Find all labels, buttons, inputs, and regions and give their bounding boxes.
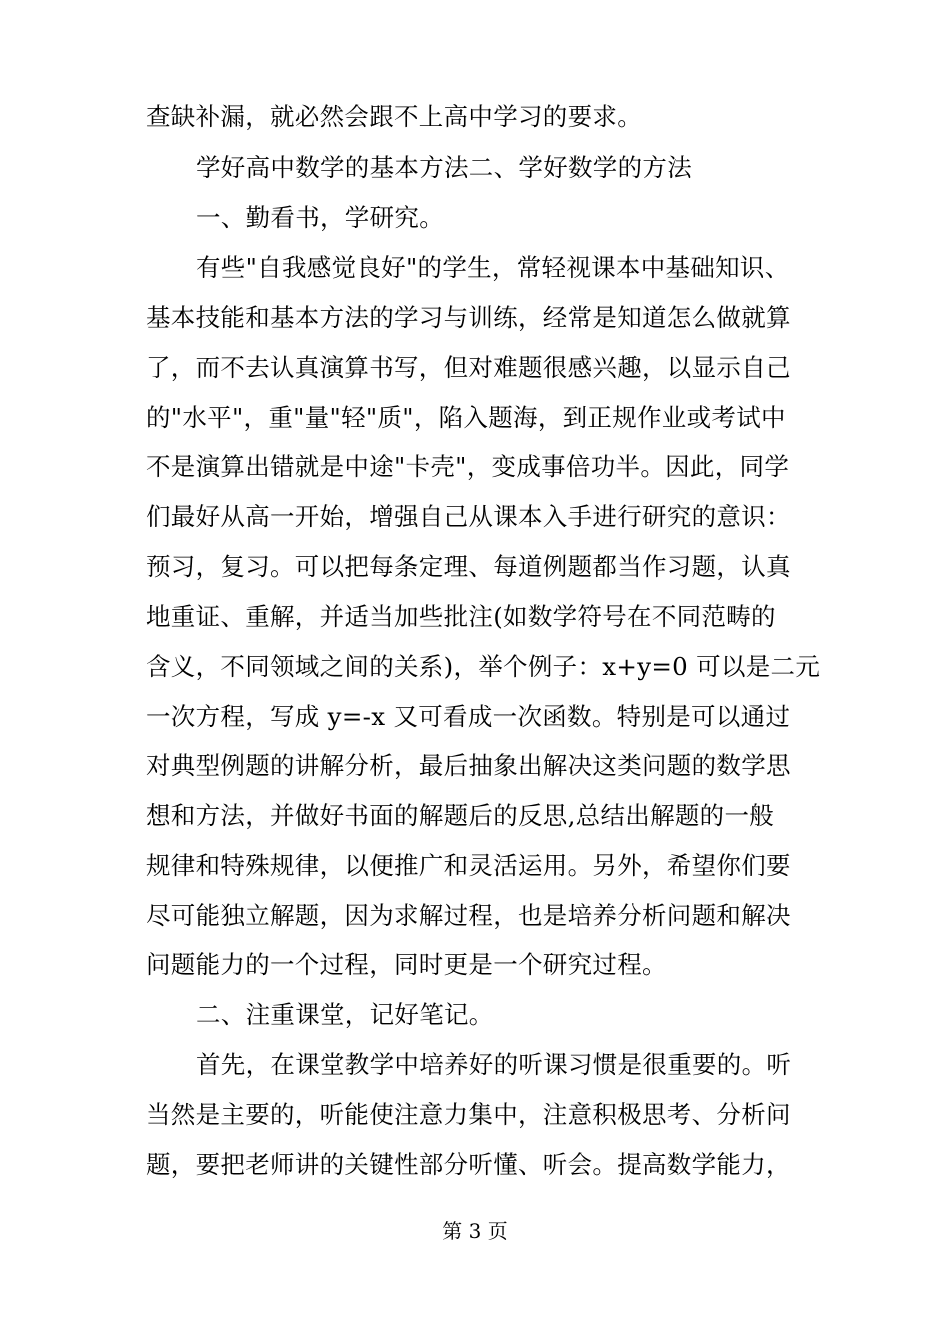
text-line: 基本技能和基本方法的学习与训练，经常是知道怎么做就算	[146, 303, 791, 332]
text-line: 们最好从高一开始，增强自己从课本入手进行研究的意识：	[146, 502, 791, 531]
text-line: 查缺补漏，就必然会跟不上高中学习的要求。	[146, 102, 642, 131]
text-line: 当然是主要的，听能使注意力集中，注意积极思考、分析问	[146, 1100, 791, 1129]
subsection-heading: 一、勤看书，学研究。	[196, 203, 444, 232]
text-line: 有些"自我感觉良好"的学生，常轻视课本中基础知识、	[196, 253, 790, 282]
text-line: 一次方程，写成 y=-x 又可看成一次函数。特别是可以通过	[146, 702, 791, 731]
text-line: 首先，在课堂教学中培养好的听课习惯是很重要的。听	[196, 1050, 792, 1079]
text-line: 问题能力的一个过程，同时更是一个研究过程。	[146, 950, 667, 979]
text-line: 想和方法，并做好书面的解题后的反思,总结出解题的一般	[146, 801, 775, 830]
text-line: 尽可能独立解题，因为求解过程，也是培养分析问题和解决	[146, 901, 791, 930]
text-line: 预习，复习。可以把每条定理、每道例题都当作习题，认真	[146, 552, 791, 581]
section-heading: 学好高中数学的基本方法二、学好数学的方法	[196, 153, 692, 182]
text-line: 题，要把老师讲的关键性部分听懂、听会。提高数学能力，	[146, 1150, 791, 1179]
text-line: 规律和特殊规律，以便推广和灵活运用。另外，希望你们要	[146, 851, 791, 880]
text-line: 对典型例题的讲解分析，最后抽象出解决这类问题的数学思	[146, 751, 791, 780]
text-line: 的"水平"，重"量"轻"质"，陷入题海，到正规作业或考试中	[146, 403, 786, 432]
text-line: 了，而不去认真演算书写，但对难题很感兴趣，以显示自己	[146, 353, 791, 382]
page-number: 第 3 页	[442, 1219, 508, 1243]
subsection-heading: 二、注重课堂，记好笔记。	[196, 1000, 494, 1029]
text-line: 地重证、重解，并适当加些批注(如数学符号在不同范畴的	[146, 602, 776, 631]
text-line: 含义，不同领域之间的关系)，举个例子：x+y=0 可以是二元	[146, 652, 821, 681]
text-line: 不是演算出错就是中途"卡壳"，变成事倍功半。因此，同学	[146, 452, 790, 481]
